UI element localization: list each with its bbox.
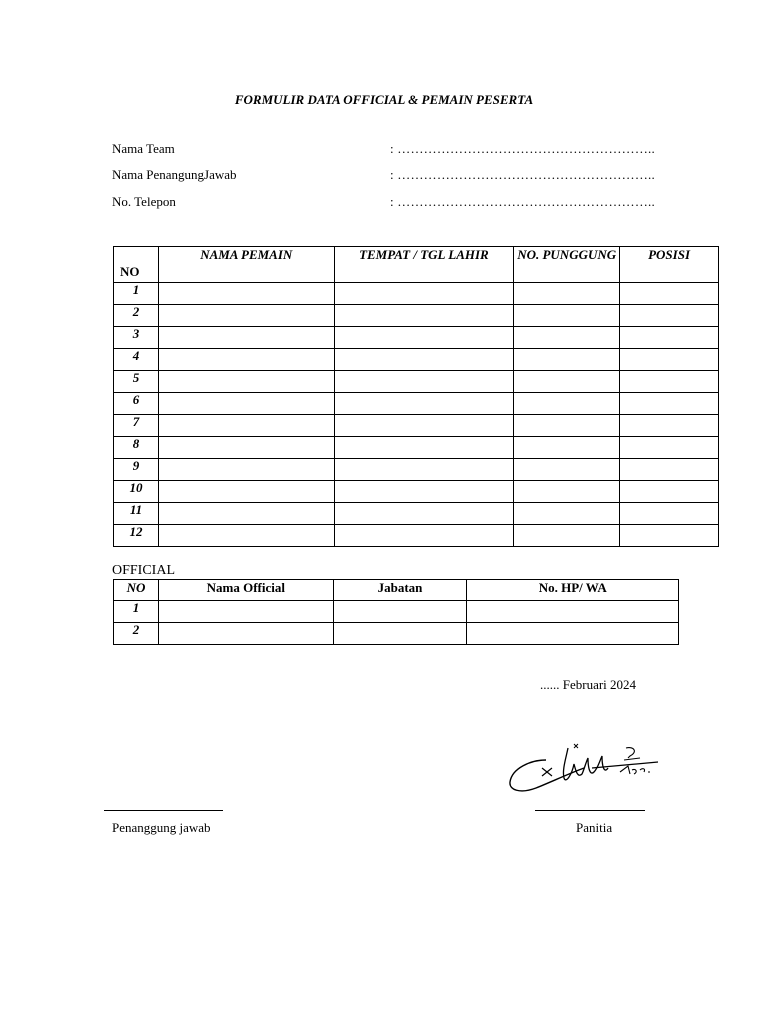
position-cell[interactable] bbox=[620, 503, 719, 525]
player-name-cell[interactable] bbox=[158, 349, 334, 371]
player-name-cell[interactable] bbox=[158, 305, 334, 327]
player-row bbox=[114, 393, 719, 415]
birth-place-date-cell[interactable] bbox=[334, 459, 514, 481]
jersey-number-cell[interactable] bbox=[514, 459, 620, 481]
officials-table bbox=[113, 579, 679, 645]
official-name-cell[interactable] bbox=[158, 601, 333, 623]
jersey-number-cell[interactable] bbox=[514, 327, 620, 349]
birth-place-date-cell[interactable] bbox=[334, 503, 514, 525]
birth-place-date-cell[interactable] bbox=[334, 415, 514, 437]
header-no: NO bbox=[114, 247, 159, 283]
birth-place-date-cell[interactable] bbox=[334, 327, 514, 349]
player-row bbox=[114, 437, 719, 459]
jersey-number-cell[interactable] bbox=[514, 437, 620, 459]
header-jersey-number: NO. PUNGGUNG bbox=[514, 247, 620, 283]
position-cell[interactable] bbox=[620, 305, 719, 327]
player-row bbox=[114, 305, 719, 327]
birth-place-date-cell[interactable] bbox=[334, 525, 514, 547]
field-label-phone: No. Telepon bbox=[112, 194, 176, 209]
player-row bbox=[114, 371, 719, 393]
player-name-cell[interactable] bbox=[158, 459, 334, 481]
player-row-number: 10 bbox=[114, 481, 159, 503]
official-role-cell[interactable] bbox=[333, 601, 467, 623]
player-row bbox=[114, 415, 719, 437]
official-name-cell[interactable] bbox=[158, 623, 333, 645]
header-position: POSISI bbox=[620, 247, 719, 283]
player-row bbox=[114, 503, 719, 525]
jersey-number-cell[interactable] bbox=[514, 481, 620, 503]
signature-label-responsible: Penanggung jawab bbox=[112, 820, 211, 835]
player-name-cell[interactable] bbox=[158, 283, 334, 305]
position-cell[interactable] bbox=[620, 459, 719, 481]
official-row-number: 2 bbox=[114, 623, 159, 645]
signature-line-committee bbox=[535, 810, 645, 811]
official-section-label: OFFICIAL bbox=[112, 563, 176, 578]
birth-place-date-cell[interactable] bbox=[334, 283, 514, 305]
position-cell[interactable] bbox=[620, 371, 719, 393]
position-cell[interactable] bbox=[620, 393, 719, 415]
official-role-cell[interactable] bbox=[333, 623, 467, 645]
position-cell[interactable] bbox=[620, 283, 719, 305]
jersey-number-cell[interactable] bbox=[514, 371, 620, 393]
official-row bbox=[114, 623, 679, 645]
header-official-role: Jabatan bbox=[333, 580, 467, 601]
birth-place-date-cell[interactable] bbox=[334, 305, 514, 327]
player-name-cell[interactable] bbox=[158, 503, 334, 525]
field-value-responsible-person[interactable]: : ………………………………………………….. bbox=[390, 167, 655, 182]
position-cell[interactable] bbox=[620, 327, 719, 349]
jersey-number-cell[interactable] bbox=[514, 415, 620, 437]
header-player-name: NAMA PEMAIN bbox=[158, 247, 334, 283]
form-title: FORMULIR DATA OFFICIAL & PEMAIN PESERTA bbox=[234, 92, 534, 107]
player-row-number: 1 bbox=[114, 283, 159, 305]
jersey-number-cell[interactable] bbox=[514, 283, 620, 305]
position-cell[interactable] bbox=[620, 481, 719, 503]
header-official-no: NO bbox=[114, 580, 159, 601]
player-row bbox=[114, 349, 719, 371]
position-cell[interactable] bbox=[620, 415, 719, 437]
player-row-number: 7 bbox=[114, 415, 159, 437]
birth-place-date-cell[interactable] bbox=[334, 481, 514, 503]
player-row bbox=[114, 327, 719, 349]
player-name-cell[interactable] bbox=[158, 415, 334, 437]
official-row-number: 1 bbox=[114, 601, 159, 623]
player-name-cell[interactable] bbox=[158, 327, 334, 349]
official-row bbox=[114, 601, 679, 623]
player-row-number: 8 bbox=[114, 437, 159, 459]
jersey-number-cell[interactable] bbox=[514, 525, 620, 547]
player-row-number: 3 bbox=[114, 327, 159, 349]
position-cell[interactable] bbox=[620, 349, 719, 371]
jersey-number-cell[interactable] bbox=[514, 305, 620, 327]
header-birth-place-date: TEMPAT / TGL LAHIR bbox=[334, 247, 514, 283]
official-phone-cell[interactable] bbox=[467, 623, 679, 645]
signature-label-committee: Panitia bbox=[576, 820, 613, 835]
position-cell[interactable] bbox=[620, 437, 719, 459]
player-row bbox=[114, 459, 719, 481]
player-name-cell[interactable] bbox=[158, 371, 334, 393]
player-row-number: 12 bbox=[114, 525, 159, 547]
player-row-number: 9 bbox=[114, 459, 159, 481]
officials-table-header-row bbox=[114, 580, 679, 601]
position-cell[interactable] bbox=[620, 525, 719, 547]
player-row bbox=[114, 525, 719, 547]
player-name-cell[interactable] bbox=[158, 437, 334, 459]
header-official-name: Nama Official bbox=[158, 580, 333, 601]
jersey-number-cell[interactable] bbox=[514, 393, 620, 415]
signature-line-responsible bbox=[104, 810, 223, 811]
birth-place-date-cell[interactable] bbox=[334, 349, 514, 371]
birth-place-date-cell[interactable] bbox=[334, 437, 514, 459]
birth-place-date-cell[interactable] bbox=[334, 393, 514, 415]
header-official-phone: No. HP/ WA bbox=[467, 580, 679, 601]
field-label-team-name: Nama Team bbox=[112, 141, 175, 156]
field-value-phone[interactable]: : ………………………………………………….. bbox=[390, 194, 655, 209]
player-row-number: 2 bbox=[114, 305, 159, 327]
players-table-header-row bbox=[114, 247, 719, 283]
signature-image bbox=[506, 738, 666, 802]
player-row-number: 6 bbox=[114, 393, 159, 415]
player-row-number: 5 bbox=[114, 371, 159, 393]
player-name-cell[interactable] bbox=[158, 525, 334, 547]
jersey-number-cell[interactable] bbox=[514, 503, 620, 525]
player-name-cell[interactable] bbox=[158, 393, 334, 415]
official-phone-cell[interactable] bbox=[467, 601, 679, 623]
player-row-number: 11 bbox=[114, 503, 159, 525]
field-value-team-name[interactable]: : ………………………………………………….. bbox=[390, 141, 655, 156]
field-label-responsible-person: Nama PenangungJawab bbox=[112, 167, 237, 182]
player-name-cell[interactable] bbox=[158, 481, 334, 503]
player-row-number: 4 bbox=[114, 349, 159, 371]
player-row bbox=[114, 283, 719, 305]
players-table bbox=[113, 246, 719, 547]
player-row bbox=[114, 481, 719, 503]
birth-place-date-cell[interactable] bbox=[334, 371, 514, 393]
date-line: ...... Februari 2024 bbox=[540, 677, 637, 692]
jersey-number-cell[interactable] bbox=[514, 349, 620, 371]
